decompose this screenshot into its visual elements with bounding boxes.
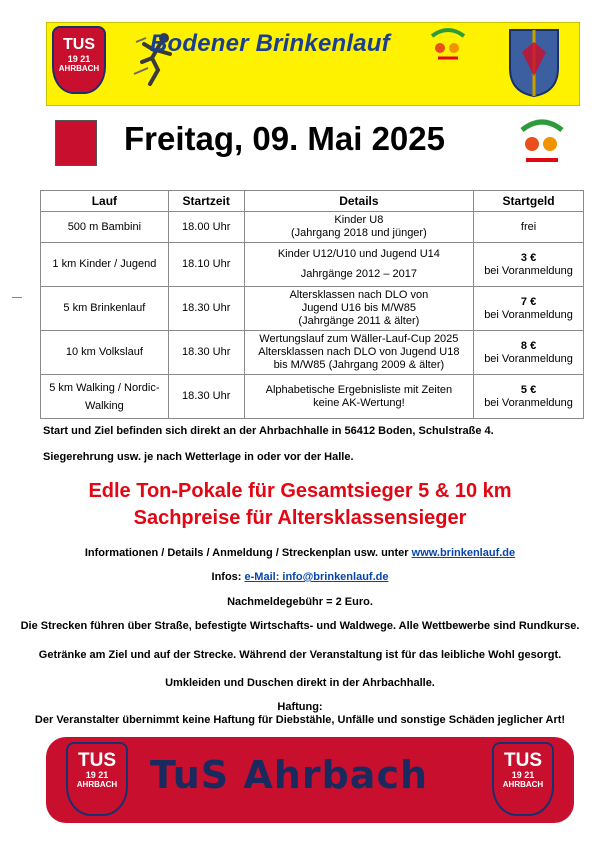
start-cell: 18.30 Uhr bbox=[168, 287, 244, 331]
lauf-cell: 1 km Kinder / Jugend bbox=[41, 243, 169, 287]
fee-cell: frei bbox=[474, 212, 584, 243]
table-row bbox=[41, 287, 584, 331]
website-link[interactable]: www.brinkenlauf.de bbox=[411, 547, 516, 559]
dlv-logo bbox=[55, 120, 97, 166]
lauf-cell: 500 m Bambini bbox=[41, 212, 169, 243]
prize-headline-2: Sachpreise für Altersklassensieger bbox=[133, 507, 467, 529]
event-title: Bodener Brinkenlauf bbox=[150, 30, 390, 57]
coat-of-arms-icon bbox=[508, 28, 560, 98]
footer-crest-left: TUS 19 21 AHRBACH bbox=[66, 742, 128, 816]
details-cell: Kinder U12/U10 und Jugend U14 Jahrgänge 2012 – 2017 bbox=[244, 243, 473, 287]
start-cell: 18.00 Uhr bbox=[168, 212, 244, 243]
siegerehrung-text: Siegerehrung usw. je nach Wetterlage in oder vor der Halle. bbox=[43, 451, 354, 463]
footer-title: TuS Ahrbach bbox=[150, 753, 429, 797]
col-header-details: Details bbox=[244, 191, 473, 212]
race-table bbox=[40, 190, 584, 419]
infos-line: Infos: e-Mail: info@brinkenlauf.de bbox=[211, 571, 389, 583]
info-line: Informationen / Details / Anmeldung / Streckenplan usw. unter www.brinkenlauf.de bbox=[84, 547, 516, 559]
table-row bbox=[41, 243, 584, 287]
lauf-cell: 10 km Volkslauf bbox=[41, 331, 169, 375]
email-link[interactable]: e-Mail: info@brinkenlauf.de bbox=[244, 571, 389, 583]
table-row bbox=[41, 331, 584, 375]
event-date: Freitag, 09. Mai 2025 bbox=[124, 120, 445, 157]
details-cell: Wertungslauf zum Wäller-Lauf-Cup 2025 Altersklassen nach DLO von Jugend U18 bis M/W85 (Jahrgang 2009 & älter) bbox=[244, 331, 473, 375]
cup-logo-icon bbox=[428, 26, 468, 62]
club-crest-logo: TUS 19 21 AHRBACH bbox=[52, 26, 106, 94]
umkleiden-text: Umkleiden und Duschen direkt in der Ahrbachhalle. bbox=[165, 677, 435, 689]
fee-cell: 8 € bei Voranmeldung bbox=[474, 331, 584, 375]
fee-cell: 7 € bei Voranmeldung bbox=[474, 287, 584, 331]
table-row bbox=[41, 375, 584, 419]
details-cell: Altersklassen nach DLO von Jugend U16 bis M/W85 (Jahrgänge 2011 & älter) bbox=[244, 287, 473, 331]
lauf-cell: 5 km Brinkenlauf bbox=[41, 287, 169, 331]
col-header-lauf: Lauf bbox=[41, 191, 169, 212]
footer-crest-right: TUS 19 21 AHRBACH bbox=[492, 742, 554, 816]
col-header-startgeld: Startgeld bbox=[474, 191, 584, 212]
table-row bbox=[41, 212, 584, 243]
haftung-text: Der Veranstalter übernimmt keine Haftung für Diebstähle, Unfälle und sonstige Schäden jeglicher Art! bbox=[34, 714, 566, 726]
start-cell: 18.10 Uhr bbox=[168, 243, 244, 287]
haftung-title: Haftung: bbox=[277, 701, 323, 713]
fee-cell: 5 € bei Voranmeldung bbox=[474, 375, 584, 419]
fee-cell: 3 € bei Voranmeldung bbox=[474, 243, 584, 287]
start-ziel-text: Start und Ziel befinden sich direkt an der Ahrbachhalle in 56412 Boden, Schulstraße 4. bbox=[43, 425, 494, 437]
getraenke-text: Getränke am Ziel und auf der Strecke. Während der Veranstaltung ist für das leibliche Wohl gesorgt. bbox=[38, 649, 562, 661]
details-cell: Alphabetische Ergebnisliste mit Zeiten keine AK-Wertung! bbox=[244, 375, 473, 419]
col-header-startzeit: Startzeit bbox=[168, 191, 244, 212]
waeller-lauf-cup-icon bbox=[516, 114, 568, 166]
lauf-cell: 5 km Walking / Nordic-Walking bbox=[41, 375, 169, 419]
strecken-text: Die Strecken führen über Straße, befestigte Wirtschafts- und Waldwege. Alle Wettbewerbe sind Rundkurse. bbox=[20, 620, 580, 632]
margin-mark bbox=[12, 297, 22, 298]
prize-headline-1: Edle Ton-Pokale für Gesamtsieger 5 & 10 km bbox=[88, 480, 512, 502]
nachmelde-text: Nachmeldegebühr = 2 Euro. bbox=[227, 596, 373, 608]
table-header-row bbox=[41, 191, 584, 212]
start-cell: 18.30 Uhr bbox=[168, 331, 244, 375]
details-cell: Kinder U8 (Jahrgang 2018 und jünger) bbox=[244, 212, 473, 243]
start-cell: 18.30 Uhr bbox=[168, 375, 244, 419]
